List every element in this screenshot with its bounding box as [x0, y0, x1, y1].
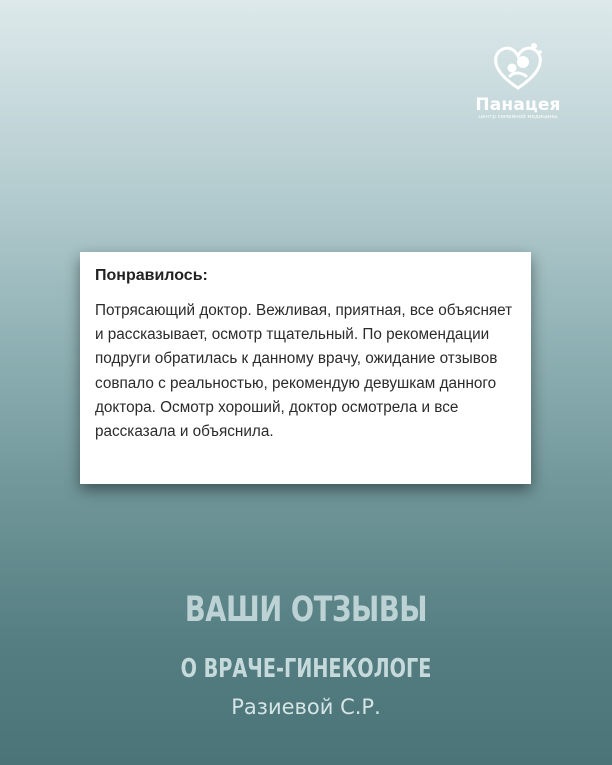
headline-title: ВАШИ ОТЗЫВЫ	[184, 590, 428, 630]
review-text: Потрясающий доктор. Вежливая, приятная, все объясняет и рассказывает, осмотр тщательный. По рекомендации подруги обратилась к данному врачу, ожидание отзывов совпало с реальностью, рекомендую девушкам данного доктора. Осмотр хороший, доктор осмотрела и все рассказала и объяснила.	[95, 302, 513, 441]
heart-logo-icon	[490, 38, 546, 94]
clinic-logo	[468, 38, 568, 138]
headline-subtitle: О ВРАЧЕ-ГИНЕКОЛОГЕ	[180, 654, 432, 684]
review-heading: Понравилось:	[95, 267, 208, 284]
logo-subtitle: центр семейной медицины	[478, 114, 558, 120]
review-card	[80, 252, 531, 484]
doctor-name: Разиевой С.Р.	[231, 695, 381, 719]
logo-name: Панацея	[475, 95, 561, 115]
